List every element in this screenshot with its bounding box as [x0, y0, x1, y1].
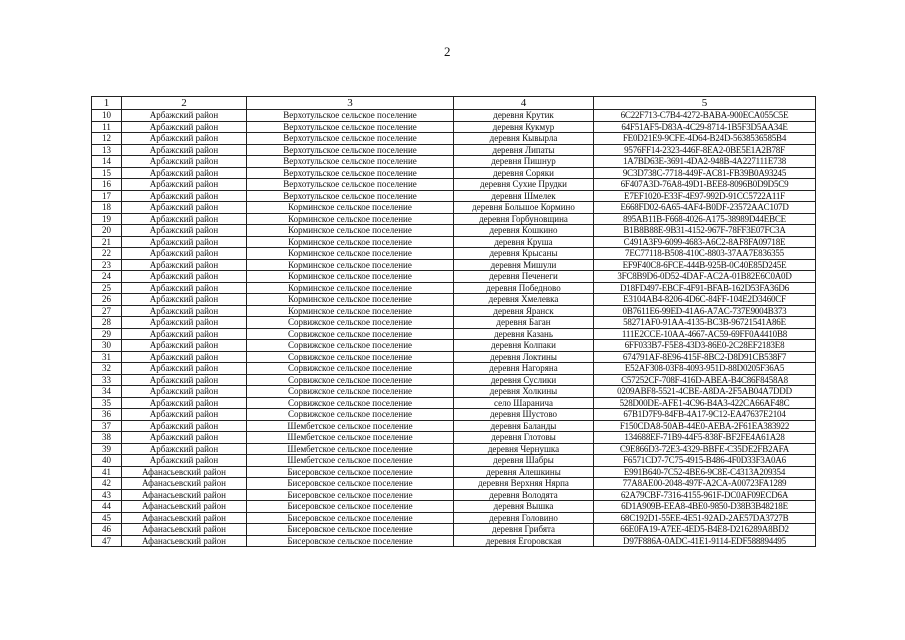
code-cell: 6C22F713-C7B4-4272-BABA-900ECA055C5E	[594, 110, 816, 122]
code-cell: 9576FF14-2323-446F-8EA2-0BE5E1A2B78F	[594, 144, 816, 156]
row-number: 42	[92, 478, 122, 490]
settlement-cell: Верхотульское сельское поселение	[247, 190, 454, 202]
locality-cell: деревня Баланды	[454, 420, 594, 432]
settlements-table	[91, 96, 816, 547]
locality-cell: деревня Алешкины	[454, 466, 594, 478]
code-cell: D97F886A-0ADC-41E1-9114-EDF588894495	[594, 535, 816, 547]
locality-cell: деревня Сухие Прудки	[454, 179, 594, 191]
row-number: 22	[92, 248, 122, 260]
row-number: 36	[92, 409, 122, 421]
table-row	[92, 156, 816, 168]
table-row	[92, 110, 816, 122]
district-cell: Афанасьевский район	[122, 466, 247, 478]
table-row	[92, 386, 816, 398]
row-number: 17	[92, 190, 122, 202]
district-cell: Арбажский район	[122, 432, 247, 444]
table-row	[92, 432, 816, 444]
locality-cell: деревня Вышка	[454, 501, 594, 513]
code-cell: E668FD02-6A65-4AF4-B0DF-23572AAC107D	[594, 202, 816, 214]
district-cell: Арбажский район	[122, 236, 247, 248]
district-cell: Арбажский район	[122, 225, 247, 237]
table-row	[92, 236, 816, 248]
settlement-cell: Корминское сельское поселение	[247, 236, 454, 248]
locality-cell: деревня Большое Кормино	[454, 202, 594, 214]
table-row	[92, 363, 816, 375]
table-row	[92, 271, 816, 283]
locality-cell: деревня Шмелек	[454, 190, 594, 202]
table-row	[92, 225, 816, 237]
settlement-cell: Бисеровское сельское поселение	[247, 535, 454, 547]
locality-cell: деревня Баган	[454, 317, 594, 329]
district-cell: Арбажский район	[122, 305, 247, 317]
locality-cell: деревня Суслики	[454, 374, 594, 386]
locality-cell: село Шаранича	[454, 397, 594, 409]
row-number: 18	[92, 202, 122, 214]
settlement-cell: Верхотульское сельское поселение	[247, 144, 454, 156]
code-cell: E3104AB4-8206-4D6C-84FF-104E2D3460CF	[594, 294, 816, 306]
table-row	[92, 409, 816, 421]
code-cell: 9C3D738C-7718-449F-AC81-FB39B0A93245	[594, 167, 816, 179]
code-cell: 895AB11B-F668-4026-A175-38989D44EBCE	[594, 213, 816, 225]
settlement-cell: Верхотульское сельское поселение	[247, 110, 454, 122]
district-cell: Арбажский район	[122, 144, 247, 156]
settlement-cell: Сорвижское сельское поселение	[247, 397, 454, 409]
settlement-cell: Шембетское сельское поселение	[247, 432, 454, 444]
locality-cell: деревня Пишнур	[454, 156, 594, 168]
table-row	[92, 179, 816, 191]
settlement-cell: Верхотульское сельское поселение	[247, 156, 454, 168]
row-number: 14	[92, 156, 122, 168]
locality-cell: деревня Нагоряна	[454, 363, 594, 375]
table-row	[92, 501, 816, 513]
table-row	[92, 190, 816, 202]
locality-cell: деревня Яранск	[454, 305, 594, 317]
settlement-cell: Сорвижское сельское поселение	[247, 328, 454, 340]
table-row	[92, 305, 816, 317]
row-number: 46	[92, 524, 122, 536]
code-cell: 1A7BD63E-3691-4DA2-948B-4A227111E738	[594, 156, 816, 168]
code-cell: 528D00DE-AFE1-4C96-B4A3-422CA66AF48C	[594, 397, 816, 409]
code-cell: F6571CD7-7C75-4915-B486-4F0D33F3A0A6	[594, 455, 816, 467]
header-row	[92, 97, 816, 110]
settlement-cell: Корминское сельское поселение	[247, 202, 454, 214]
column-header-code: 5	[594, 97, 816, 110]
locality-cell: деревня Крысаны	[454, 248, 594, 260]
column-header-settlement: 3	[247, 97, 454, 110]
column-header-district: 2	[122, 97, 247, 110]
locality-cell: деревня Колпаки	[454, 340, 594, 352]
settlement-cell: Корминское сельское поселение	[247, 248, 454, 260]
table-row	[92, 466, 816, 478]
table-row	[92, 443, 816, 455]
settlement-cell: Бисеровское сельское поселение	[247, 489, 454, 501]
table-body	[92, 110, 816, 547]
locality-cell: деревня Липаты	[454, 144, 594, 156]
row-number: 24	[92, 271, 122, 283]
code-cell: 3FC8B9D6-0D52-4DAF-AC2A-01B82E6C0A0D	[594, 271, 816, 283]
settlement-cell: Бисеровское сельское поселение	[247, 512, 454, 524]
table-row	[92, 535, 816, 547]
district-cell: Арбажский район	[122, 397, 247, 409]
row-number: 20	[92, 225, 122, 237]
code-cell: 62A79CBF-7316-4155-961F-DC0AF09ECD6A	[594, 489, 816, 501]
code-cell: 77A8AE00-2048-497F-A2CA-A00723FA1289	[594, 478, 816, 490]
row-number: 40	[92, 455, 122, 467]
locality-cell: деревня Казань	[454, 328, 594, 340]
locality-cell: деревня Шабры	[454, 455, 594, 467]
settlement-cell: Шембетское сельское поселение	[247, 443, 454, 455]
settlement-cell: Верхотульское сельское поселение	[247, 133, 454, 145]
column-header-number: 1	[92, 97, 122, 110]
row-number: 34	[92, 386, 122, 398]
row-number: 44	[92, 501, 122, 513]
locality-cell: деревня Головино	[454, 512, 594, 524]
code-cell: 6D1A909B-EEA8-4BE0-9850-D38B3B48218E	[594, 501, 816, 513]
code-cell: 6FF033B7-F5E8-43D3-86E0-2C28EF2183E8	[594, 340, 816, 352]
row-number: 41	[92, 466, 122, 478]
locality-cell: деревня Кошкино	[454, 225, 594, 237]
district-cell: Арбажский район	[122, 409, 247, 421]
locality-cell: деревня Победново	[454, 282, 594, 294]
locality-cell: деревня Круша	[454, 236, 594, 248]
table-row	[92, 259, 816, 271]
locality-cell: деревня Хмелевка	[454, 294, 594, 306]
settlement-cell: Корминское сельское поселение	[247, 213, 454, 225]
district-cell: Арбажский район	[122, 386, 247, 398]
table-row	[92, 282, 816, 294]
row-number: 23	[92, 259, 122, 271]
locality-cell: деревня Соряки	[454, 167, 594, 179]
settlement-cell: Сорвижское сельское поселение	[247, 409, 454, 421]
row-number: 16	[92, 179, 122, 191]
code-cell: 674791AF-8E96-415F-8BC2-D8D91CB538F7	[594, 351, 816, 363]
locality-cell: деревня Верхняя Нярпа	[454, 478, 594, 490]
settlement-cell: Бисеровское сельское поселение	[247, 478, 454, 490]
code-cell: 68C192D1-55EE-4E51-92AD-2AE57DA3727B	[594, 512, 816, 524]
district-cell: Арбажский район	[122, 259, 247, 271]
locality-cell: деревня Мишули	[454, 259, 594, 271]
code-cell: 0B7611E6-99ED-41A6-A7AC-737E9004B373	[594, 305, 816, 317]
row-number: 45	[92, 512, 122, 524]
row-number: 28	[92, 317, 122, 329]
code-cell: EF9F40C8-6FCE-444B-925B-0C40E85D245E	[594, 259, 816, 271]
row-number: 38	[92, 432, 122, 444]
district-cell: Арбажский район	[122, 110, 247, 122]
code-cell: C491A3F9-6099-4683-A6C2-8AF8FA09718E	[594, 236, 816, 248]
district-cell: Афанасьевский район	[122, 512, 247, 524]
district-cell: Арбажский район	[122, 443, 247, 455]
settlement-cell: Верхотульское сельское поселение	[247, 121, 454, 133]
district-cell: Афанасьевский район	[122, 478, 247, 490]
settlement-cell: Корминское сельское поселение	[247, 294, 454, 306]
code-cell: 7EC77118-B508-410C-8803-37AA7E836355	[594, 248, 816, 260]
locality-cell: деревня Печенеги	[454, 271, 594, 283]
row-number: 26	[92, 294, 122, 306]
code-cell: 67B1D7F9-84FB-4A17-9C12-EA47637E2104	[594, 409, 816, 421]
row-number: 21	[92, 236, 122, 248]
table-row	[92, 512, 816, 524]
district-cell: Афанасьевский район	[122, 489, 247, 501]
row-number: 27	[92, 305, 122, 317]
table-row	[92, 340, 816, 352]
table-row	[92, 374, 816, 386]
settlement-cell: Шембетское сельское поселение	[247, 455, 454, 467]
district-cell: Арбажский район	[122, 328, 247, 340]
table-row	[92, 328, 816, 340]
column-header-locality: 4	[454, 97, 594, 110]
district-cell: Арбажский район	[122, 179, 247, 191]
table-row	[92, 133, 816, 145]
row-number: 43	[92, 489, 122, 501]
district-cell: Арбажский район	[122, 420, 247, 432]
row-number: 15	[92, 167, 122, 179]
row-number: 30	[92, 340, 122, 352]
settlement-cell: Корминское сельское поселение	[247, 225, 454, 237]
table-row	[92, 144, 816, 156]
code-cell: F150CDA8-50AB-44E0-AEBA-2F61EA383922	[594, 420, 816, 432]
locality-cell: деревня Шустово	[454, 409, 594, 421]
settlement-cell: Сорвижское сельское поселение	[247, 386, 454, 398]
row-number: 32	[92, 363, 122, 375]
district-cell: Арбажский район	[122, 340, 247, 352]
code-cell: E52AF308-03F8-4093-951D-88D0205F36A5	[594, 363, 816, 375]
district-cell: Афанасьевский район	[122, 501, 247, 513]
row-number: 39	[92, 443, 122, 455]
locality-cell: деревня Локтины	[454, 351, 594, 363]
table-row	[92, 524, 816, 536]
district-cell: Арбажский район	[122, 351, 247, 363]
table-row	[92, 478, 816, 490]
locality-cell: деревня Грибята	[454, 524, 594, 536]
locality-cell: деревня Егоровская	[454, 535, 594, 547]
row-number: 35	[92, 397, 122, 409]
row-number: 31	[92, 351, 122, 363]
district-cell: Арбажский район	[122, 374, 247, 386]
district-cell: Арбажский район	[122, 271, 247, 283]
locality-cell: деревня Глотовы	[454, 432, 594, 444]
code-cell: 0209ABF8-5521-4CBE-A8DA-2F5AB04A7DDD	[594, 386, 816, 398]
settlement-cell: Корминское сельское поселение	[247, 259, 454, 271]
code-cell: FE0D21E9-9CFE-4D64-B24D-5638536585B4	[594, 133, 816, 145]
table-row	[92, 317, 816, 329]
code-cell: 6F407A3D-76A8-49D1-BEE8-8096B0D9D5C9	[594, 179, 816, 191]
table-row	[92, 121, 816, 133]
settlement-cell: Верхотульское сельское поселение	[247, 179, 454, 191]
district-cell: Арбажский район	[122, 248, 247, 260]
code-cell: C57252CF-708F-416D-ABEA-B4C86F8458A8	[594, 374, 816, 386]
row-number: 29	[92, 328, 122, 340]
table-row	[92, 202, 816, 214]
table-row	[92, 294, 816, 306]
row-number: 33	[92, 374, 122, 386]
code-cell: E7EF1020-E33F-4E97-992D-91CC5722A11F	[594, 190, 816, 202]
district-cell: Арбажский район	[122, 363, 247, 375]
table-row	[92, 351, 816, 363]
table-row	[92, 213, 816, 225]
locality-cell: деревня Холкины	[454, 386, 594, 398]
code-cell: D18FD497-EBCF-4F91-BFAB-162D53FA36D6	[594, 282, 816, 294]
district-cell: Арбажский район	[122, 133, 247, 145]
district-cell: Арбажский район	[122, 282, 247, 294]
table-row	[92, 420, 816, 432]
district-cell: Арбажский район	[122, 317, 247, 329]
locality-cell: деревня Кывырла	[454, 133, 594, 145]
row-number: 11	[92, 121, 122, 133]
table-row	[92, 455, 816, 467]
code-cell: 64F51AF5-D83A-4C29-8714-1B5F3D5AA34E	[594, 121, 816, 133]
settlement-cell: Верхотульское сельское поселение	[247, 167, 454, 179]
code-cell: E991B640-7C52-4BE6-9C8E-C4313A209354	[594, 466, 816, 478]
row-number: 19	[92, 213, 122, 225]
settlement-cell: Бисеровское сельское поселение	[247, 524, 454, 536]
locality-cell: деревня Володята	[454, 489, 594, 501]
settlement-cell: Корминское сельское поселение	[247, 282, 454, 294]
district-cell: Арбажский район	[122, 156, 247, 168]
settlement-cell: Шембетское сельское поселение	[247, 420, 454, 432]
district-cell: Арбажский район	[122, 190, 247, 202]
settlement-cell: Корминское сельское поселение	[247, 271, 454, 283]
code-cell: 134688EF-71B9-44F5-838F-BF2FE4A61A28	[594, 432, 816, 444]
settlement-cell: Сорвижское сельское поселение	[247, 317, 454, 329]
row-number: 37	[92, 420, 122, 432]
code-cell: 111E2CCE-10AA-4667-AC59-69FF0A4410B8	[594, 328, 816, 340]
row-number: 10	[92, 110, 122, 122]
district-cell: Арбажский район	[122, 167, 247, 179]
row-number: 12	[92, 133, 122, 145]
table-row	[92, 489, 816, 501]
settlement-cell: Сорвижское сельское поселение	[247, 351, 454, 363]
locality-cell: деревня Горбуновщина	[454, 213, 594, 225]
locality-cell: деревня Кукмур	[454, 121, 594, 133]
code-cell: 58271AF0-91AA-4135-BC3B-96721541A86E	[594, 317, 816, 329]
district-cell: Арбажский район	[122, 202, 247, 214]
settlement-cell: Сорвижское сельское поселение	[247, 374, 454, 386]
code-cell: C9E866D3-72E3-4329-BBFE-C35DE2FB2AFA	[594, 443, 816, 455]
locality-cell: деревня Чернушка	[454, 443, 594, 455]
settlement-cell: Бисеровское сельское поселение	[247, 466, 454, 478]
settlement-cell: Бисеровское сельское поселение	[247, 501, 454, 513]
district-cell: Арбажский район	[122, 294, 247, 306]
district-cell: Арбажский район	[122, 455, 247, 467]
district-cell: Афанасьевский район	[122, 524, 247, 536]
district-cell: Арбажский район	[122, 213, 247, 225]
district-cell: Арбажский район	[122, 121, 247, 133]
settlement-cell: Сорвижское сельское поселение	[247, 340, 454, 352]
settlement-cell: Сорвижское сельское поселение	[247, 363, 454, 375]
row-number: 13	[92, 144, 122, 156]
table-header	[92, 97, 816, 110]
table-row	[92, 167, 816, 179]
row-number: 25	[92, 282, 122, 294]
page-number: 2	[444, 44, 451, 59]
table-row	[92, 248, 816, 260]
row-number: 47	[92, 535, 122, 547]
code-cell: B1B8B88E-9B31-4152-967F-78FF3E07FC3A	[594, 225, 816, 237]
code-cell: 66E0FA19-A7EE-4ED5-B4E8-D216289A8BD2	[594, 524, 816, 536]
locality-cell: деревня Крутик	[454, 110, 594, 122]
district-cell: Афанасьевский район	[122, 535, 247, 547]
table-row	[92, 397, 816, 409]
settlement-cell: Корминское сельское поселение	[247, 305, 454, 317]
